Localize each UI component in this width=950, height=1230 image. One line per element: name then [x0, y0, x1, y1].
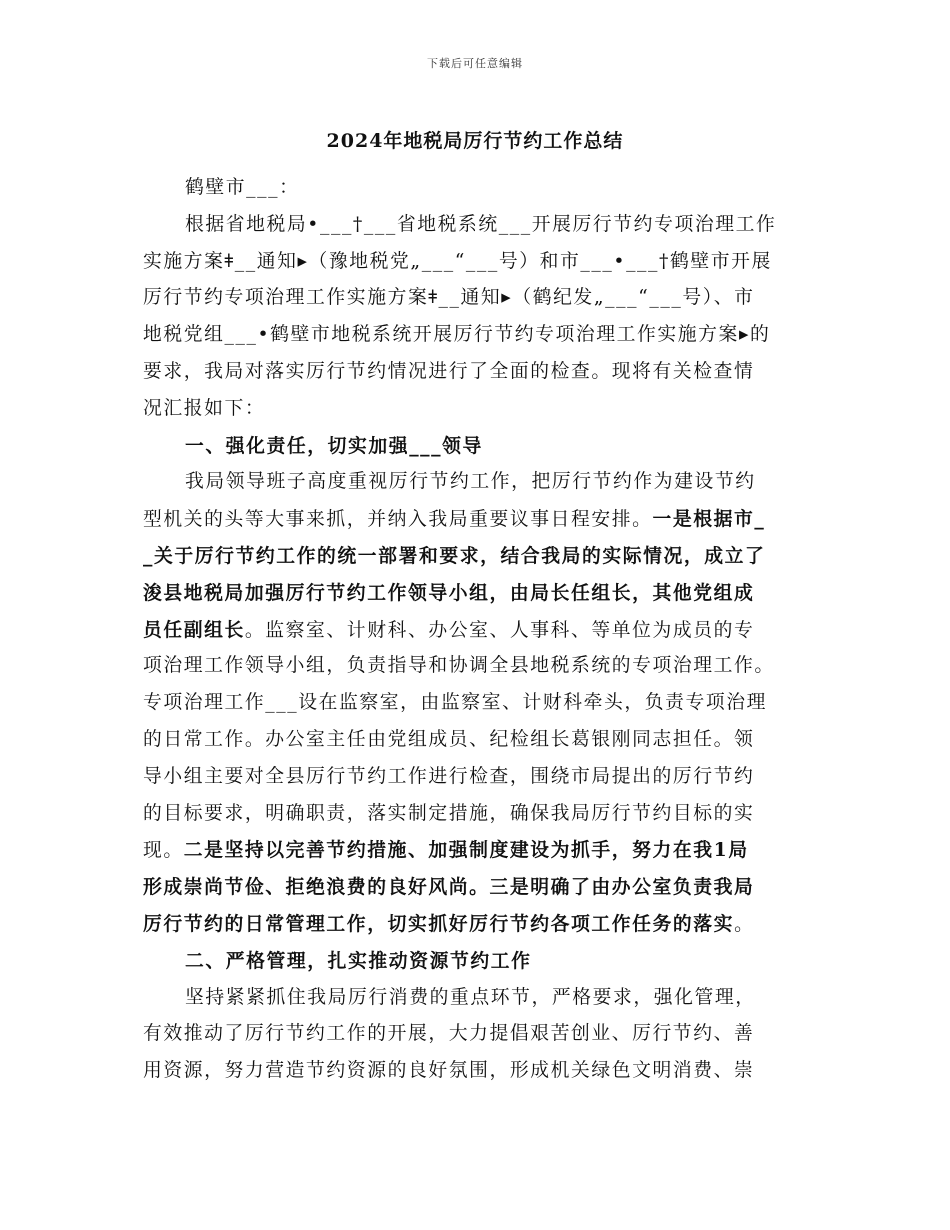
- text-span: 型机关的头等大事来抓，并纳入我局重要议事日程安排。: [143, 509, 653, 531]
- document-title: 2024年地税局厉行节约工作总结: [326, 130, 624, 152]
- paragraph-line: 导小组主要对全县厉行节约工作进行检查，围绕市局提出的厉行节约: [143, 765, 755, 787]
- bold-text-span: 一是根据市_: [652, 508, 766, 531]
- salutation: 鹤壁市___：: [185, 177, 300, 198]
- paragraph-line: 根据省地税局•___†___省地税系统___开展厉行节约专项治理工作: [185, 213, 777, 235]
- document-body: [143, 170, 823, 1090]
- paragraph-line: [143, 612, 823, 649]
- paragraph-line: 坚持紧紧抓住我局厉行消费的重点环节，严格要求，强化管理，: [185, 986, 756, 1008]
- paragraph-line-bold: 浚县地税局加强厉行节约工作领导小组，由局长任组长，其他党组成: [143, 581, 755, 604]
- paragraph-line: 的目标要求，明确职责，落实制定措施，确保我局厉行节约目标的实: [143, 802, 755, 824]
- paragraph-line: [143, 501, 823, 538]
- paragraph-line-bold: _关于厉行节约工作的统一部署和要求，结合我局的实际情况，成立了: [143, 544, 766, 567]
- section-heading-1: 一、强化责任，切实加强___领导: [185, 434, 483, 457]
- paragraph-line: 专项治理工作___设在监察室，由监察室、计财科牵头，负责专项治理: [143, 692, 768, 714]
- section-heading-2: 二、严格管理，扎实推动资源节约工作: [185, 949, 532, 972]
- paragraph-line: 有效推动了厉行节约工作的开展，大力提倡艰苦创业、厉行节约、善: [143, 1023, 755, 1045]
- paragraph-line: [143, 832, 823, 869]
- paragraph-line: 实施方案ǂ__通知▸（豫地税党„___“___号）和市___•___†鹤壁市开展: [143, 250, 772, 272]
- paragraph-line: [143, 906, 823, 943]
- paragraph-line: 的日常工作。办公室主任由党组成员、纪检组长葛银刚同志担任。领: [143, 728, 755, 750]
- text-span: 现。: [143, 840, 184, 862]
- paragraph-line: 用资源，努力营造节约资源的良好氛围，形成机关绿色文明消费、崇: [143, 1060, 755, 1082]
- text-span: 。监察室、计财科、办公室、人事科、等单位为成员的专: [244, 619, 755, 641]
- bold-text-span: 员任副组长: [143, 618, 245, 641]
- paragraph-line-bold: 形成崇尚节俭、拒绝浪费的良好风尚。三是明确了由办公室负责我局: [143, 876, 755, 899]
- header-note: 下载后可任意编辑: [427, 57, 523, 70]
- paragraph-line: 我局领导班子高度重视厉行节约工作，把厉行节约作为建设节约: [185, 471, 756, 493]
- paragraph-line: 要求，我局对落实厉行节约情况进行了全面的检查。现将有关检查情: [143, 360, 755, 382]
- paragraph-line: 地税党组___•鹤壁市地税系统开展厉行节约专项治理工作实施方案▸的: [143, 324, 771, 346]
- paragraph-line: 厉行节约专项治理工作实施方案ǂ__通知▸（鹤纪发„___“___号）、市: [143, 287, 755, 309]
- bold-text-span: 二是坚持以完善节约措施、加强制度建设为抓手，努力在我1局: [183, 839, 749, 862]
- bold-text-span: 厉行节约的日常管理工作，切实抓好厉行节约各项工作任务的落实: [143, 912, 735, 935]
- paragraph-line: 项治理工作领导小组，负责指导和协调全县地税系统的专项治理工作。: [143, 655, 775, 677]
- paragraph-line: 况汇报如下：: [143, 397, 266, 419]
- text-span: 。: [734, 913, 755, 935]
